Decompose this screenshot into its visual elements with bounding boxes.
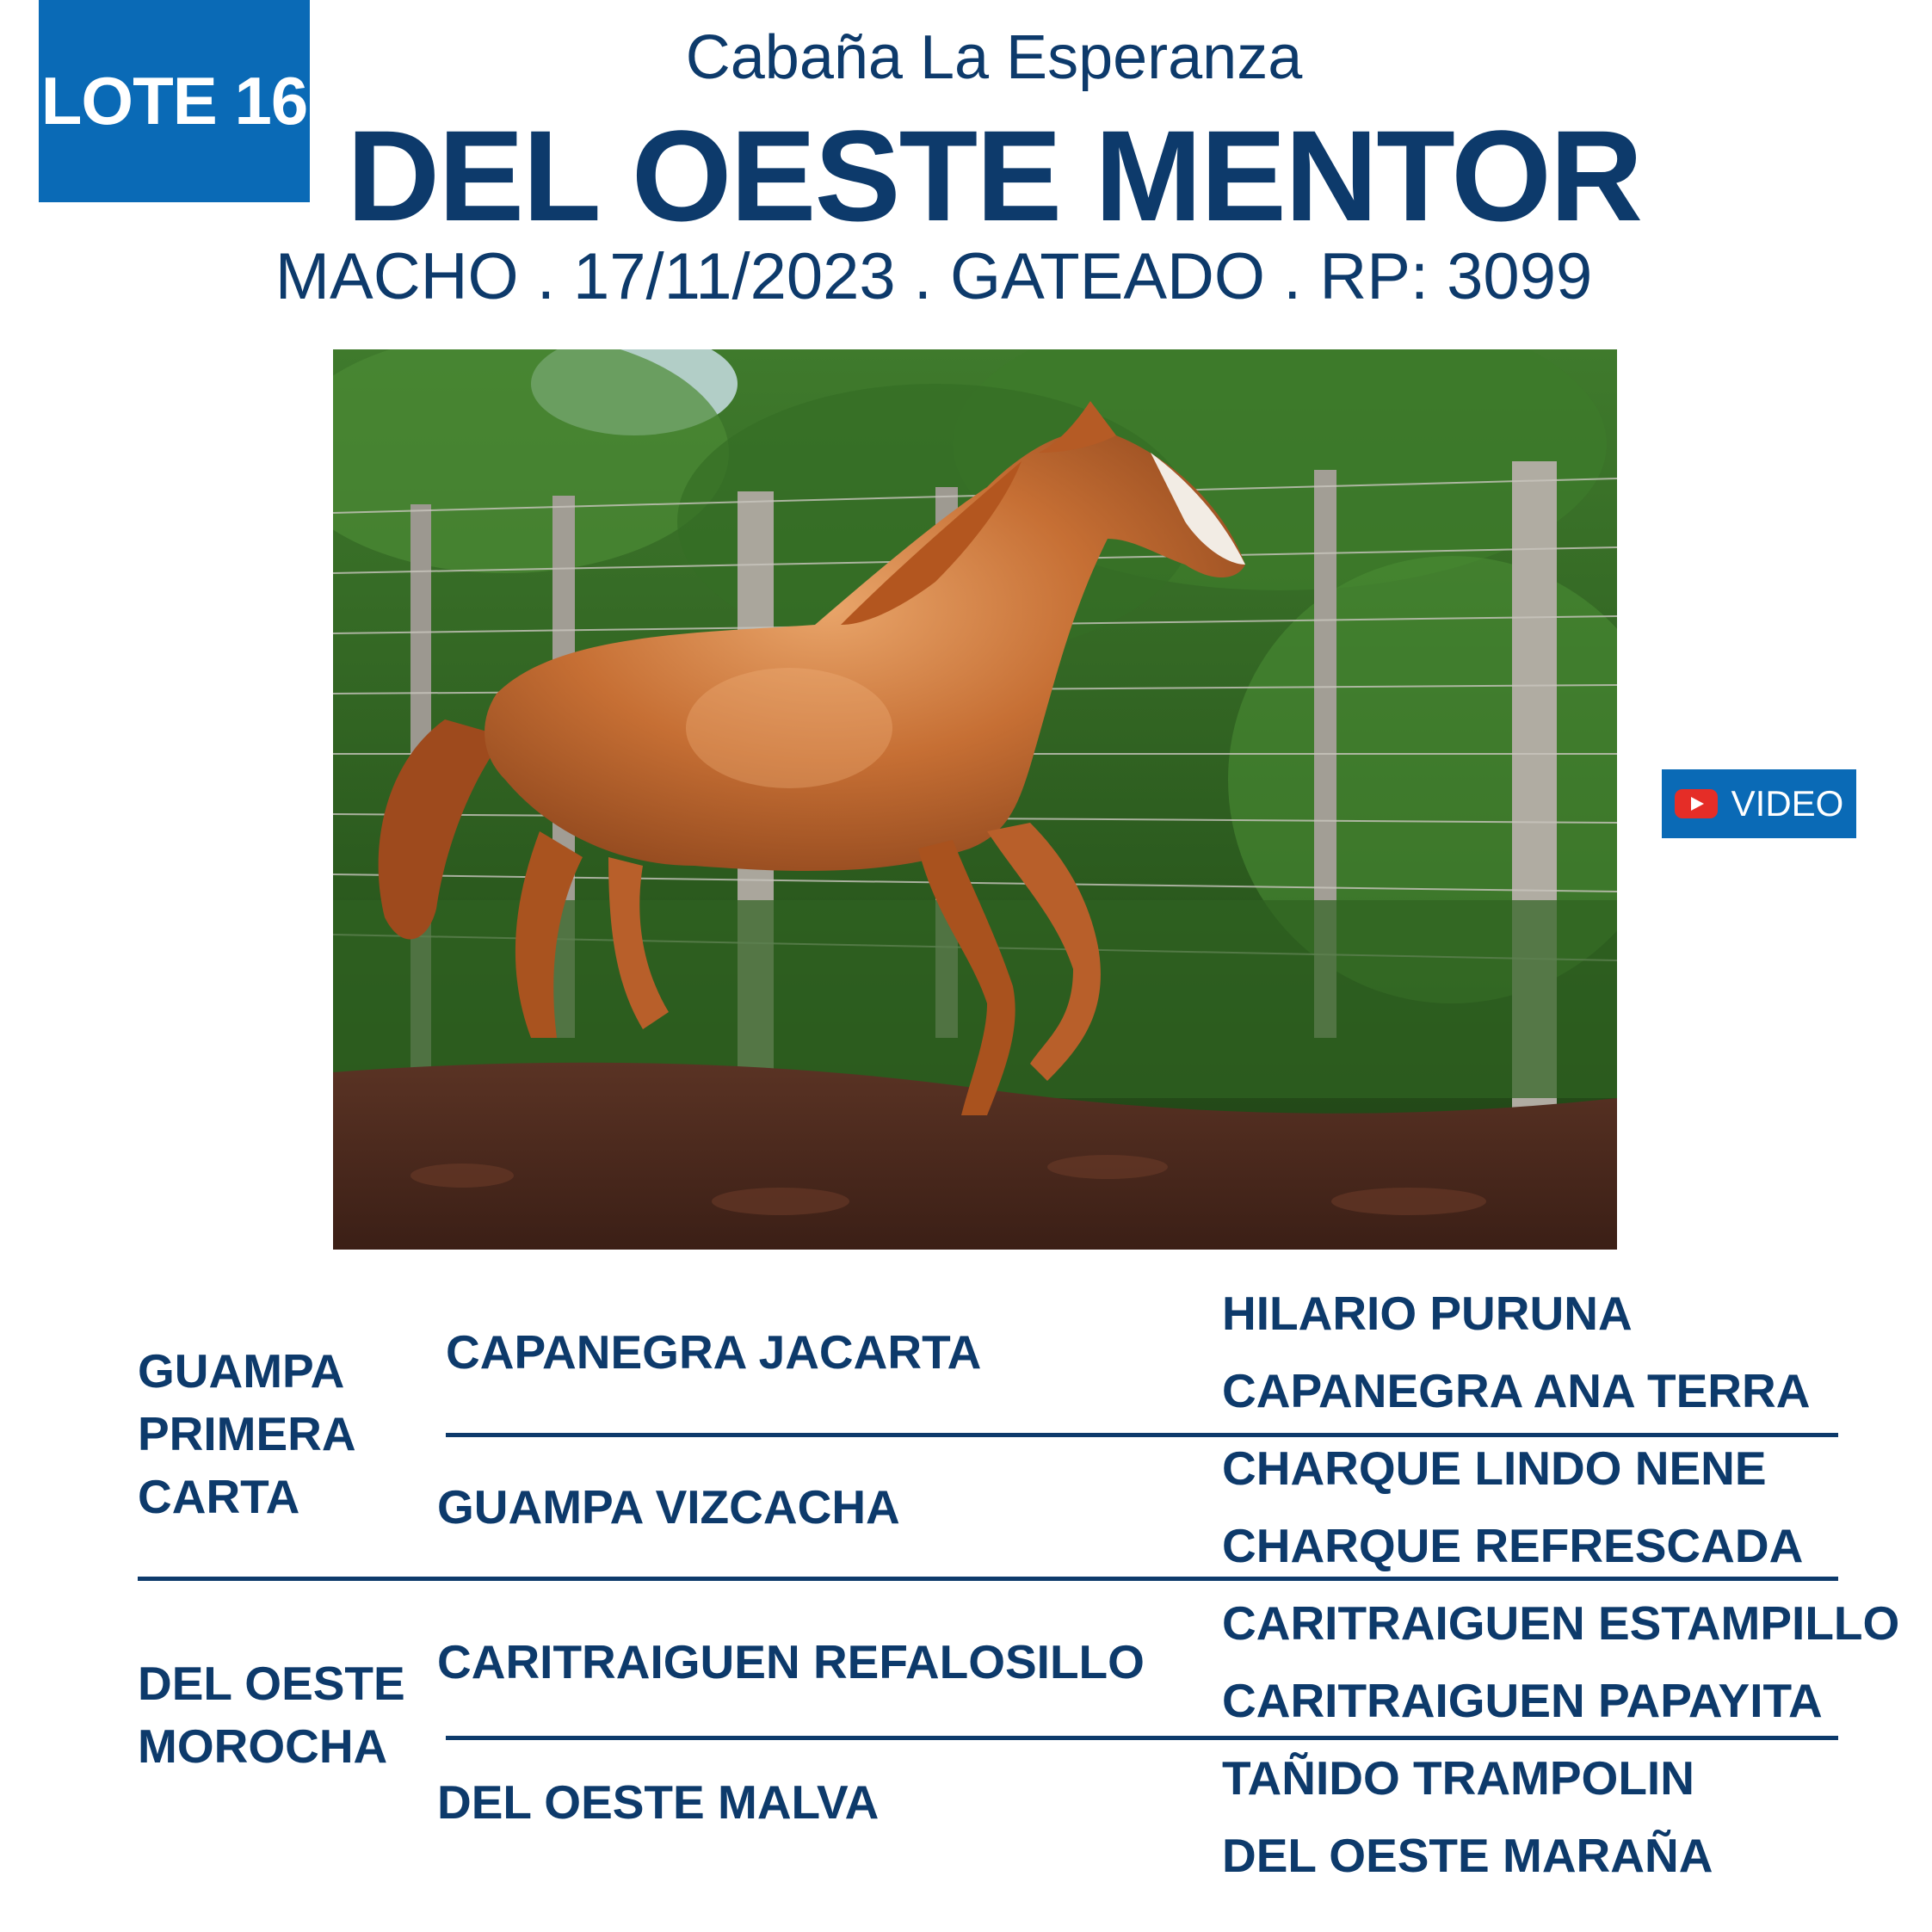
sire-name: GUAMPA PRIMERA CARTA: [138, 1344, 355, 1523]
breeder-name: Cabaña La Esperanza: [685, 23, 1303, 92]
great-grandparent-1: HILARIO PURUNA: [1222, 1287, 1633, 1340]
great-grandparent-3: CHARQUE LINDO NENE: [1222, 1441, 1767, 1495]
lot-badge: LOTE 16: [39, 0, 310, 202]
dam-name: DEL OESTE MOROCHA: [138, 1657, 405, 1773]
great-grandparent-6: CARITRAIGUEN PAPAYITA: [1222, 1674, 1823, 1727]
pedigree-divider-main: [138, 1577, 1838, 1581]
pedigree-divider-dam: [446, 1736, 1838, 1740]
horse-photo: [333, 349, 1617, 1250]
video-label: VIDEO: [1731, 783, 1844, 824]
youtube-play-icon: [1675, 789, 1718, 818]
horse-name: DEL OESTE MENTOR: [346, 103, 1642, 248]
maternal-grandsire: CARITRAIGUEN REFALOSILLO: [437, 1635, 1145, 1688]
great-grandparent-7: TAÑIDO TRAMPOLIN: [1222, 1751, 1694, 1805]
great-grandparent-2: CAPANEGRA ANA TERRA: [1222, 1364, 1811, 1417]
horse-photo-illustration: [333, 349, 1617, 1250]
paternal-granddam: GUAMPA VIZCACHA: [437, 1480, 900, 1534]
paternal-grandsire: CAPANEGRA JACARTA: [446, 1325, 982, 1379]
great-grandparent-8: DEL OESTE MARAÑA: [1222, 1829, 1713, 1882]
pedigree-divider-sire: [446, 1433, 1838, 1437]
video-button[interactable]: [1662, 769, 1856, 838]
great-grandparent-5: CARITRAIGUEN ESTAMPILLO: [1222, 1596, 1900, 1650]
horse-details: MACHO . 17/11/2023 . GATEADO . RP: 3099: [275, 240, 1593, 313]
great-grandparent-4: CHARQUE REFRESCADA: [1222, 1519, 1804, 1572]
maternal-granddam: DEL OESTE MALVA: [437, 1775, 880, 1829]
